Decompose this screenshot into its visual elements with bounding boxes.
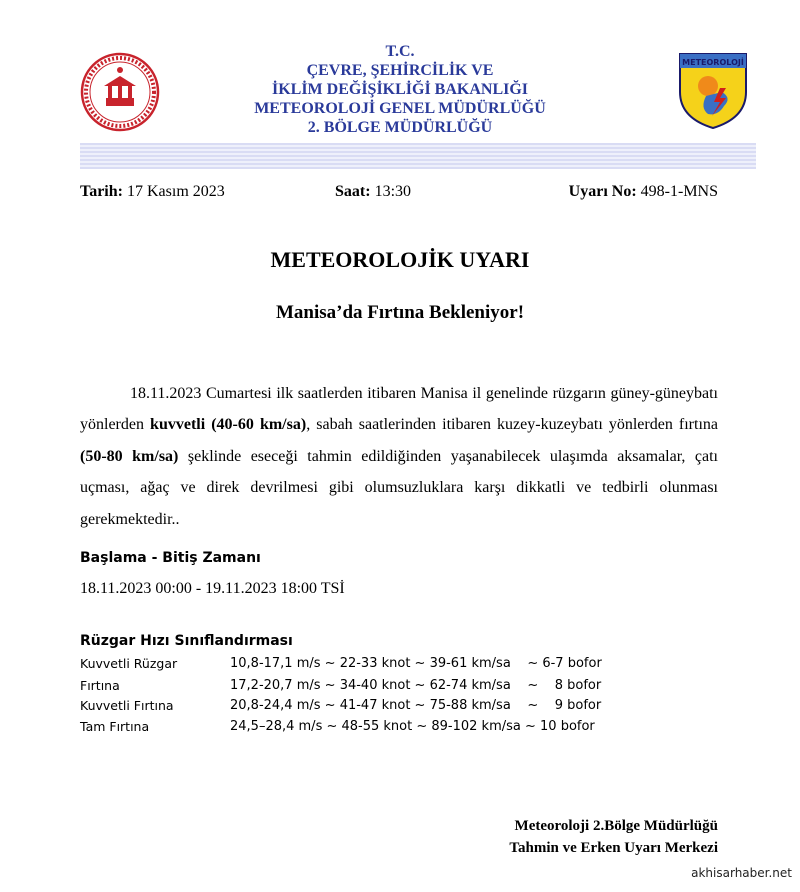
header-line: METEOROLOJİ GENEL MÜDÜRLÜĞÜ <box>254 100 546 117</box>
header-line: İKLİM DEĞİŞİKLİĞİ BAKANLIĞI <box>271 81 529 98</box>
period-value: 18.11.2023 00:00 - 19.11.2023 18:00 TSİ <box>80 580 345 597</box>
time-field <box>335 183 411 201</box>
class-name: Kuvvetli Rüzgar <box>80 656 178 671</box>
warning-paragraph <box>80 378 718 535</box>
class-value: 10,8-17,1 m/s ~ 22-33 knot ~ 39-61 km/sa ~ 6-7 bofor <box>230 656 602 671</box>
site-watermark: akhisarhaber.net <box>691 866 792 880</box>
document-subtitle: Manisa’da Fırtına Bekleniyor! <box>275 302 525 323</box>
class-value: 17,2-20,7 m/s ~ 34-40 knot ~ 62-74 km/sa ~ 8 bofor <box>230 678 602 693</box>
warning-value: 498-1-MNS <box>640 183 718 200</box>
class-name: Kuvvetli Fırtına <box>80 698 174 713</box>
classification-heading: Rüzgar Hızı Sınıflandırması <box>80 633 293 649</box>
meteoroloji-logo <box>678 52 748 130</box>
paragraph-text: 18.11.2023 Cumartesi ilk saatlerden itibaren Manisa il genelinde rüzgarın güney-güneybatı yönlerden <box>80 385 718 434</box>
paragraph-text: , sabah saatlerinden itibaren kuzey-kuzeybatı yönlerden fırtına <box>306 416 718 434</box>
signature-line-2: Tahmin ve Erken Uyarı Merkezi <box>509 840 718 856</box>
time-label: Saat: <box>335 183 371 200</box>
paragraph-bold-storm-speed: (50-80 km/sa) <box>80 447 179 465</box>
logo-text: METEOROLOJİ <box>682 58 744 67</box>
class-name: Tam Fırtına <box>80 719 150 734</box>
header-line: ÇEVRE, ŞEHİRCİLİK VE <box>306 62 494 79</box>
paragraph-text: şeklinde eseceği tahmin edildiğinden yaşanabilecek ulaşımda aksamalar, çatı uçması, ağaç ve direk devrilmesi gibi olumsuzluklara karşı dikkatli ve tedbirli olunması gerekmektedir.. <box>80 447 718 528</box>
ministry-seal-logo <box>80 52 160 132</box>
document-title: METEOROLOJİK UYARI <box>270 247 530 272</box>
ministry-header <box>160 42 640 137</box>
warning-label: Uyarı No: <box>568 183 637 200</box>
date-label: Tarih: <box>80 183 123 200</box>
time-value: 13:30 <box>374 183 412 200</box>
header-line: 2. BÖLGE MÜDÜRLÜĞÜ <box>307 119 493 136</box>
class-name: Fırtına <box>80 678 120 693</box>
warning-number-field <box>569 183 718 201</box>
header-band <box>80 143 756 169</box>
paragraph-bold-strong-wind: kuvvetli (40-60 km/sa) <box>150 416 307 434</box>
header-line: T.C. <box>385 43 415 60</box>
period-heading: Başlama - Bitiş Zamanı <box>80 550 261 566</box>
date-field <box>80 183 225 201</box>
signature-line-1: Meteoroloji 2.Bölge Müdürlüğü <box>514 818 718 834</box>
date-value: 17 Kasım 2023 <box>126 183 225 200</box>
class-value: 20,8-24,4 m/s ~ 41-47 knot ~ 75-88 km/sa ~ 9 bofor <box>230 698 602 713</box>
class-value: 24,5–28,4 m/s ~ 48-55 knot ~ 89-102 km/sa ~ 10 bofor <box>230 719 595 734</box>
